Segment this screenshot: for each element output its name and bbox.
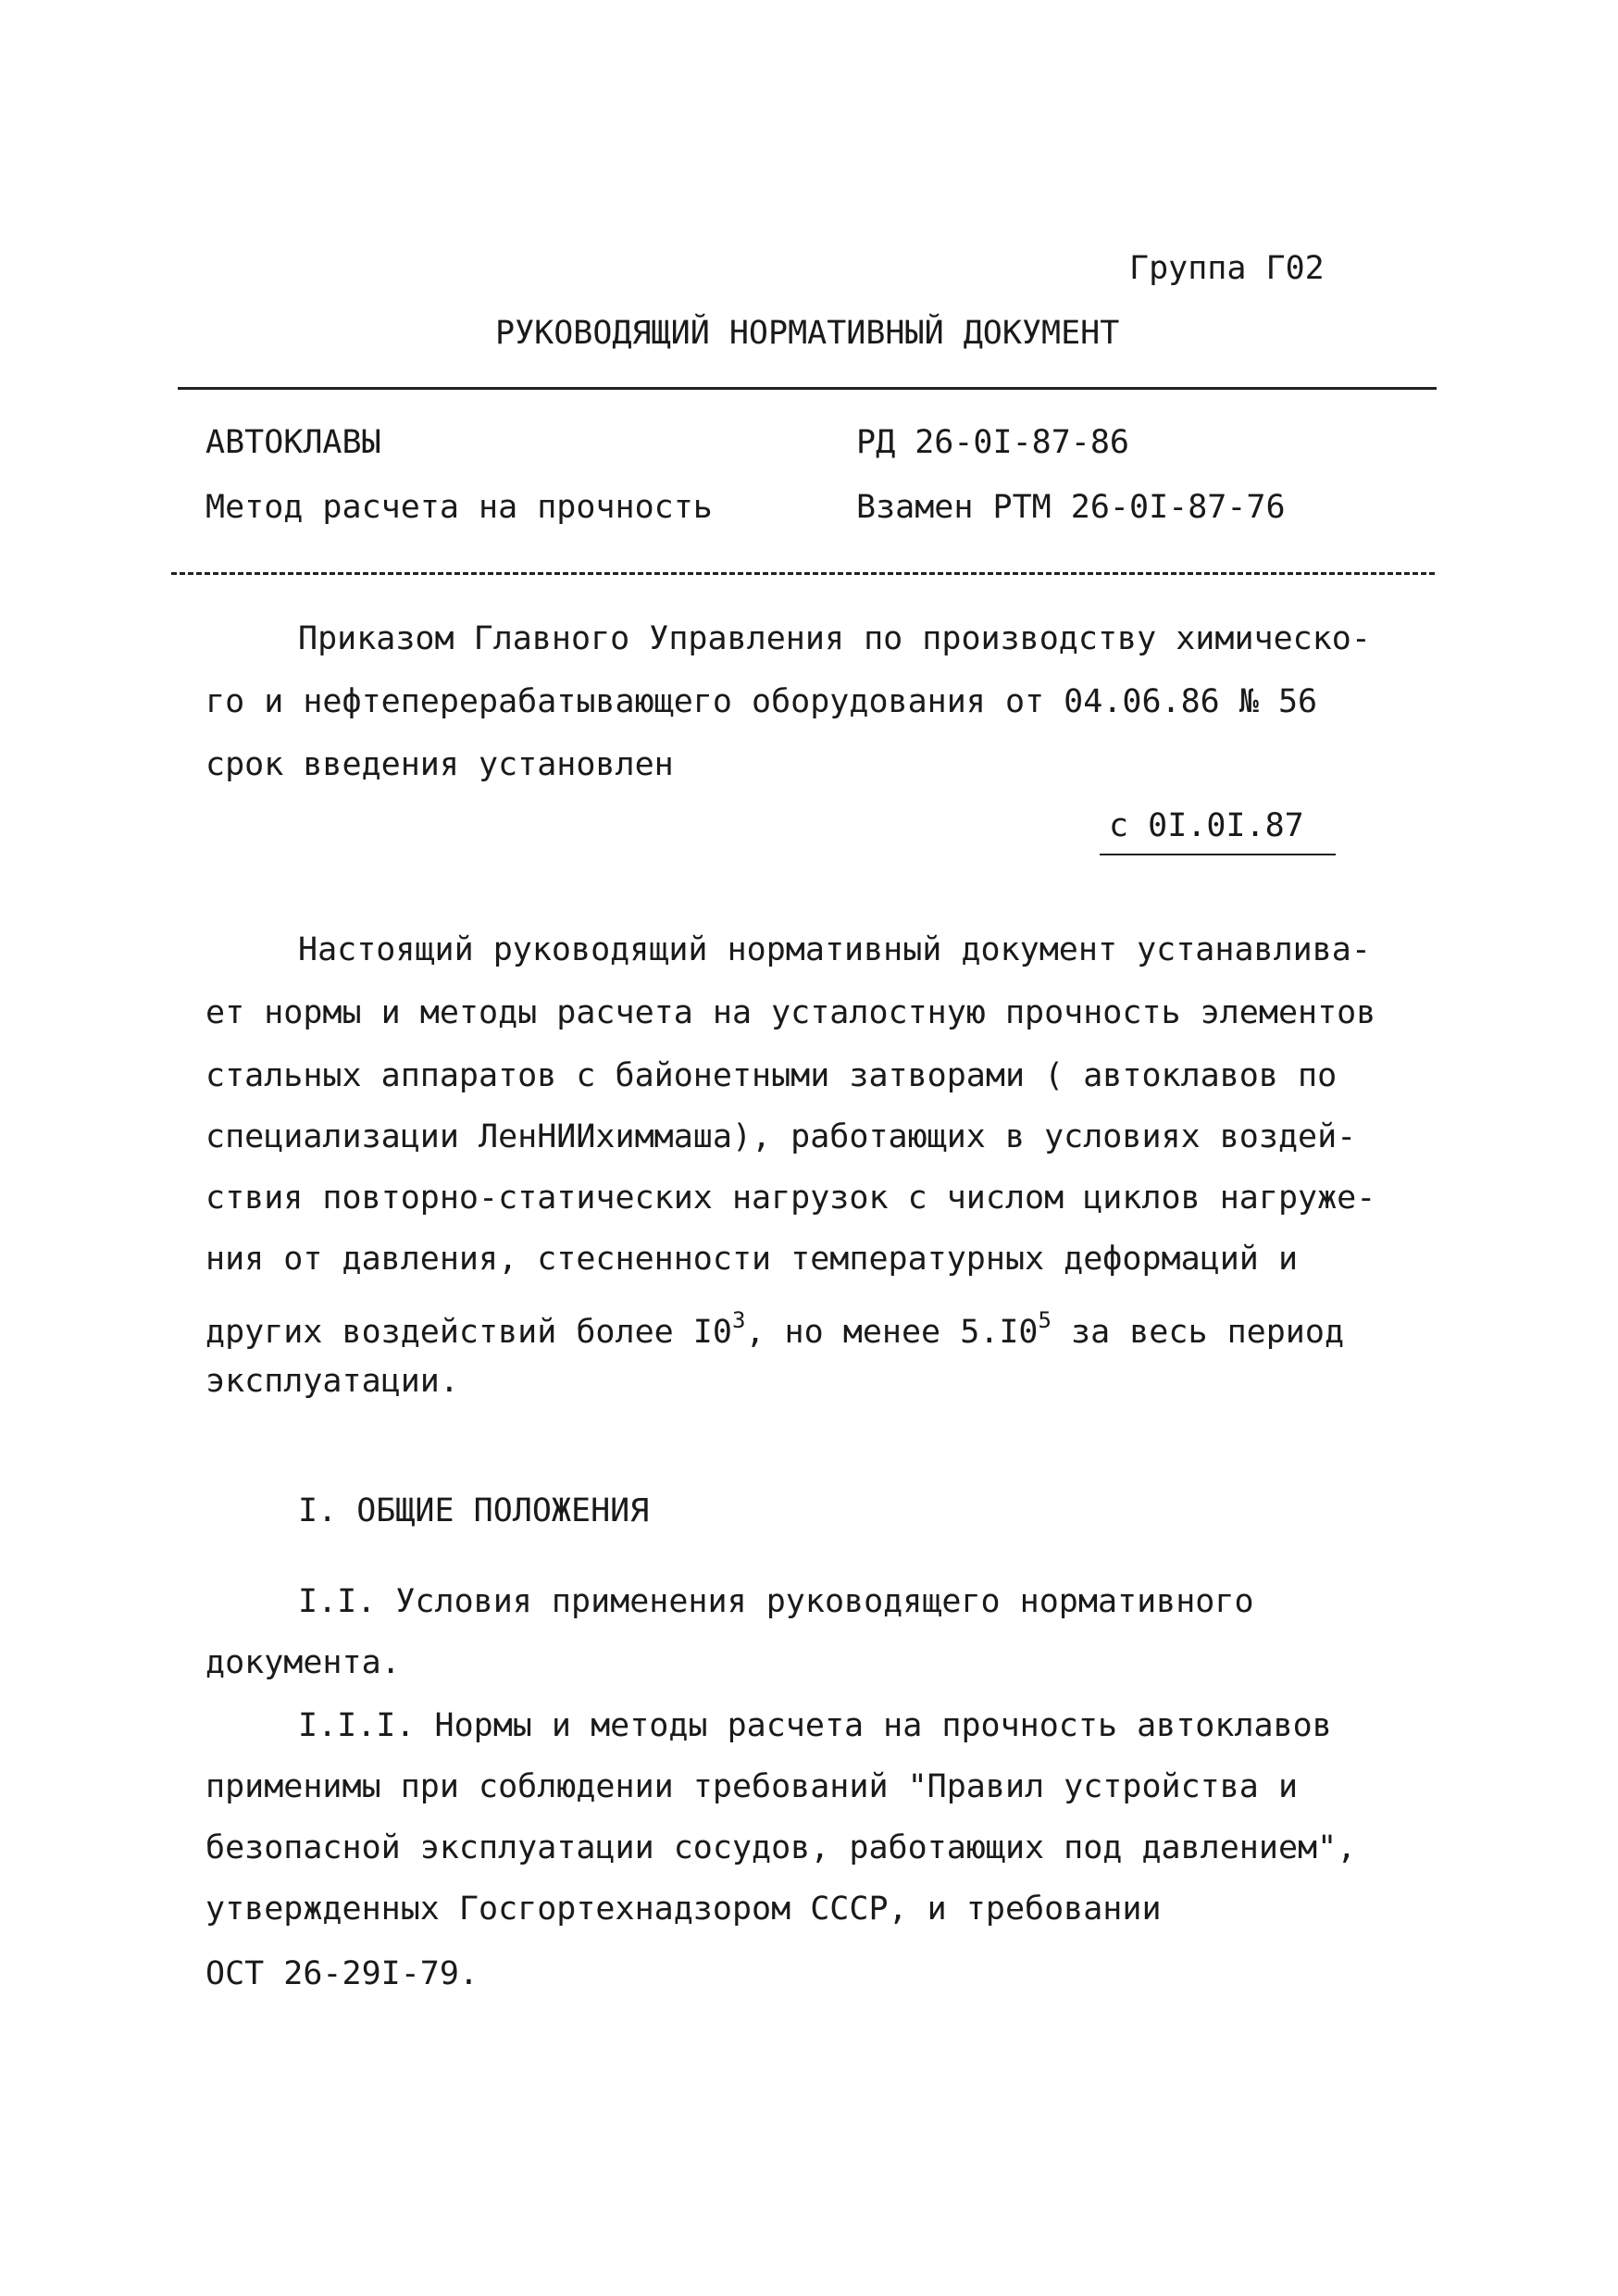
intro-line-1: Настоящий руководящий нормативный документ устанавлива-: [298, 931, 1371, 968]
top-rule: [178, 387, 1437, 390]
order-line-3: срок введения установлен: [205, 746, 674, 783]
clause-1-1-1-line-1: I.I.I. Нормы и методы расчета на прочность автоклавов: [298, 1707, 1332, 1744]
clause-1-1-line-2: документа.: [205, 1644, 401, 1681]
section-heading: I. ОБЩИЕ ПОЛОЖЕНИЯ: [298, 1492, 650, 1529]
document-title: АВТОКЛАВЫ: [205, 424, 381, 461]
date-underline: [1100, 854, 1336, 855]
order-line-1: Приказом Главного Управления по производству химическо-: [298, 620, 1371, 657]
intro-line-6: ния от давления, стесненности температурных деформаций и: [205, 1241, 1299, 1278]
exponent-3: 3: [731, 1307, 746, 1333]
exponent-5: 5: [1038, 1307, 1052, 1333]
intro-line-3: стальных аппаратов с байонетными затворами ( автоклавов по: [205, 1057, 1338, 1094]
clause-1-1-line-1: I.I. Условия применения руководящего нормативного: [298, 1583, 1254, 1620]
order-line-2: го и нефтеперерабатывающего оборудования от 04.06.86 № 56: [205, 683, 1318, 720]
intro-line-7-text-a: других воздействий более I0: [205, 1314, 732, 1351]
intro-line-2: ет нормы и методы расчета на усталостную прочность элементов: [205, 994, 1376, 1031]
intro-line-7: [205, 1300, 1344, 1353]
intro-line-7-text-b: , но менее 5.I0: [745, 1314, 1039, 1351]
intro-line-4: специализации ЛенНИИхиммаша), работающих в условиях воздей-: [205, 1118, 1357, 1155]
intro-line-5: ствия повторно-статических нагрузок с числом циклов нагруже-: [205, 1179, 1376, 1217]
clause-1-1-1-line-3: безопасной эксплуатации сосудов, работающих под давлением",: [205, 1829, 1357, 1866]
intro-line-8: эксплуатации.: [205, 1363, 459, 1400]
group-label: Группа Г02: [1129, 250, 1325, 287]
intro-line-7-text-c: за весь период: [1051, 1314, 1345, 1351]
document-type: РУКОВОДЯЩИЙ НОРМАТИВНЫЙ ДОКУМЕНТ: [495, 315, 1120, 352]
document-code: РД 26-0I-87-86: [856, 424, 1130, 461]
document-subtitle: Метод расчета на прочность: [205, 489, 713, 526]
bottom-rule: [171, 572, 1435, 575]
effective-date: с 0I.0I.87: [1109, 807, 1304, 844]
replaces-note: Взамен РТМ 26-0I-87-76: [856, 489, 1286, 526]
clause-1-1-1-line-4: утвержденных Госгортехнадзором СССР, и требовании: [205, 1890, 1162, 1928]
clause-1-1-1-line-5: ОСТ 26-29I-79.: [205, 1955, 479, 1992]
clause-1-1-1-line-2: применимы при соблюдении требований "Правил устройства и: [205, 1768, 1299, 1805]
